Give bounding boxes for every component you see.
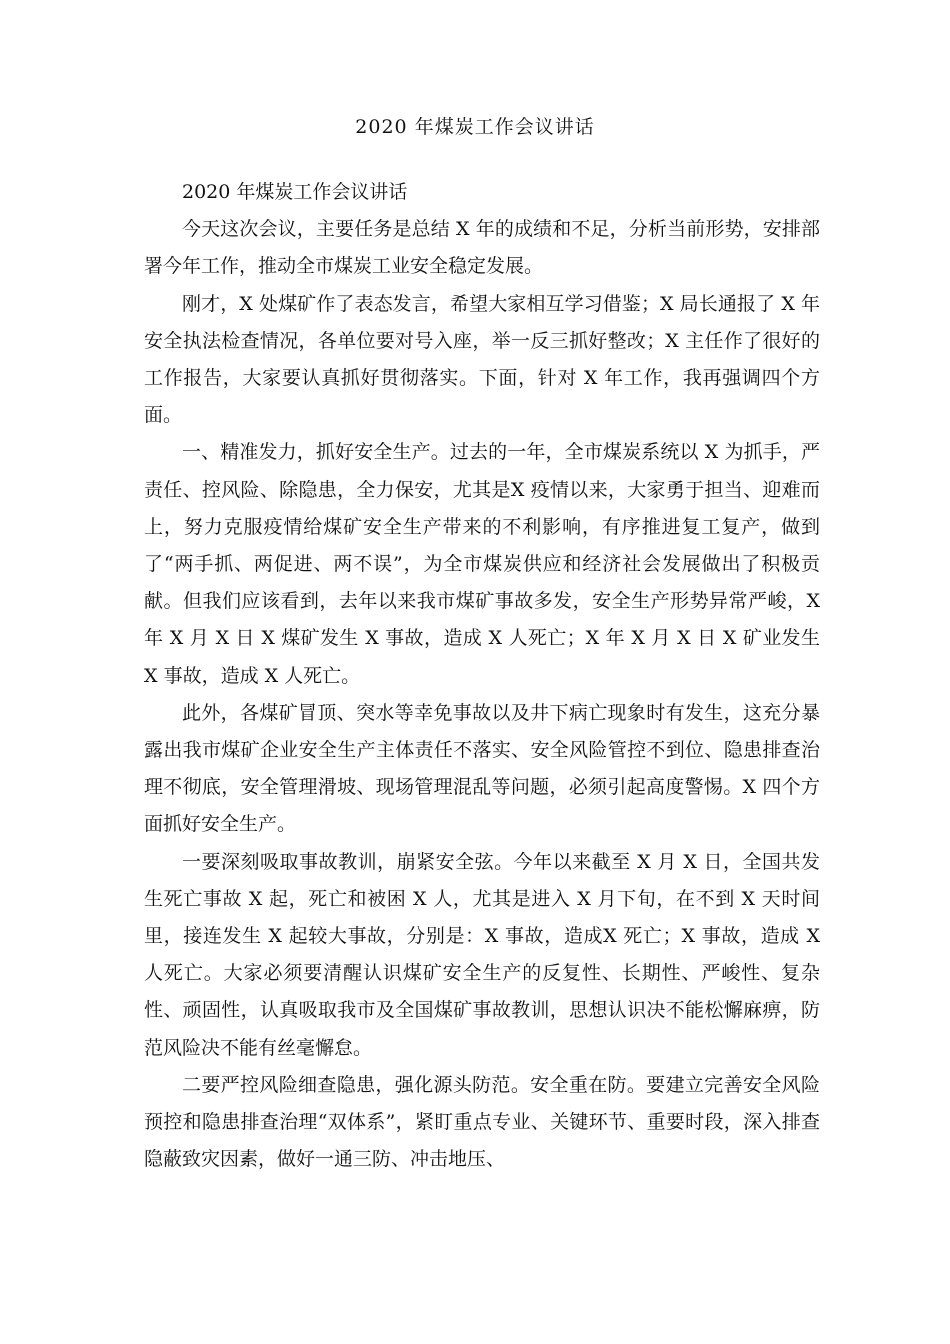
paragraph-problems: 此外，各煤矿冒顶、突水等幸免事故以及井下病亡现象时有发生，这充分暴露出我市煤矿企业安全生产主体责任不落实、安全风险管控不到位、隐患排查治理不彻底，安全管理滑坡、现场管理混乱等问题，必须引起高度警惕。X 四个方面抓好安全生产。 — [144, 701, 820, 836]
paragraph-review: 刚才，X 处煤矿作了表态发言，希望大家相互学习借鉴；X 局长通报了 X 年安全执法检查情况，各单位要对号入座，举一反三抓好整改；X 主任作了很好的工作报告，大家要认真抓好贯彻落实。下面，针对 X 年工作，我再强调四个方面。 — [144, 292, 820, 427]
paragraph-section-one: 一、精准发力，抓好安全生产。过去的一年，全市煤炭系统以 X 为抓手，严责任、控风险、除隐患，全力保安，尤其是X 疫情以来，大家勇于担当、迎难而上，努力克服疫情给煤矿安全生产带来的不利影响，有序推进复工复产，做到了“两手抓、两促进、两不误”，为全市煤炭供应和经济社会发展做出了积极贡献。但我们应该看到，去年以来我市煤矿事故多发，安全生产形势异常严峻，X 年 X 月 X 日 X 煤矿发生 X 事故，造成 X 人死亡；X 年 X 月 X 日 X 矿业发生 X 事故，造成 X 人死亡。 — [144, 441, 820, 687]
document-title: 2020 年煤炭工作会议讲话 — [355, 116, 595, 138]
paragraph-point-two: 二要严控风险细查隐患，强化源头防范。安全重在防。要建立完善安全风险预控和隐患排查治理“双体系”，紧盯重点专业、关键环节、重要时段，深入排查隐蔽致灾因素，做好一通三防、冲击地压、 — [144, 1073, 820, 1171]
document-body — [144, 174, 820, 1178]
paragraph-point-one: 一要深刻吸取事故教训，崩紧安全弦。今年以来截至 X 月 X 日，全国共发生死亡事故 X 起，死亡和被困 X 人，尤其是进入 X 月下旬，在不到 X 天时间里，接连发生 X 起较大事故，分别是：X 事故，造成X 死亡；X 事故，造成 X 人死亡。大家必须要清醒认识煤矿安全生产的反复性、长期性、严峻性、复杂性、顽固性，认真吸取我市及全国煤矿事故教训，思想认识决不能松懈麻痹，防范风险决不能有丝毫懈怠。 — [144, 850, 820, 1059]
paragraph-subtitle: 2020 年煤炭工作会议讲话 — [182, 181, 408, 203]
paragraph-intro: 今天这次会议，主要任务是总结 X 年的成绩和不足，分析当前形势，安排部署今年工作，推动全市煤炭工业安全稳定发展。 — [144, 218, 820, 278]
